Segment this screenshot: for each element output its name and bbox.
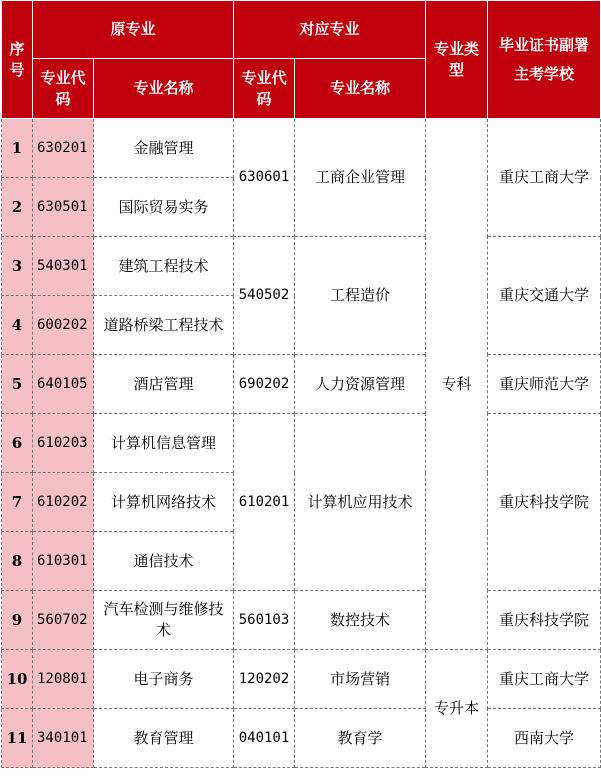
row-original-code: 600202 [33,296,94,355]
school: 重庆交通大学 [488,237,601,355]
row-seq: 1 [2,119,33,178]
target-code: 560103 [234,591,295,650]
target-code: 120202 [234,650,295,709]
target-name: 市场营销 [295,650,426,709]
row-original-name: 金融管理 [94,119,234,178]
target-code: 540502 [234,237,295,355]
row-original-name: 建筑工程技术 [94,237,234,296]
target-code: 630601 [234,119,295,237]
row-original-code: 610202 [33,473,94,532]
target-code: 040101 [234,709,295,768]
row-seq: 5 [2,355,33,414]
header-seq: 序号 [2,1,33,119]
row-original-name: 汽车检测与维修技术 [94,591,234,650]
header-original-code: 专业代码 [33,59,94,119]
row-original-code: 610203 [33,414,94,473]
row-original-name: 计算机信息管理 [94,414,234,473]
header-original-name: 专业名称 [94,59,234,119]
row-seq: 4 [2,296,33,355]
table-row [2,414,601,473]
school: 重庆师范大学 [488,355,601,414]
table-row [2,650,601,709]
row-original-code: 560702 [33,591,94,650]
row-original-name: 国际贸易实务 [94,178,234,237]
major-type: 专科 [426,119,488,650]
major-type: 专升本 [426,650,488,768]
row-seq: 3 [2,237,33,296]
school: 重庆科技学院 [488,591,601,650]
table-row [2,237,601,296]
row-seq: 10 [2,650,33,709]
header-school-line2: 主考学校 [514,64,575,83]
header-target-major: 对应专业 [234,1,426,59]
target-name: 人力资源管理 [295,355,426,414]
row-original-name: 通信技术 [94,532,234,591]
target-code: 690202 [234,355,295,414]
row-seq: 11 [2,709,33,768]
row-original-name: 酒店管理 [94,355,234,414]
row-original-code: 640105 [33,355,94,414]
target-name: 数控技术 [295,591,426,650]
header-target-code: 专业代码 [234,59,295,119]
table-row [2,709,601,768]
row-original-code: 540301 [33,237,94,296]
row-original-code: 630201 [33,119,94,178]
row-original-code: 630501 [33,178,94,237]
row-original-code: 120801 [33,650,94,709]
row-original-name: 电子商务 [94,650,234,709]
table-row [2,355,601,414]
school: 重庆工商大学 [488,119,601,237]
row-original-name: 教育管理 [94,709,234,768]
target-name: 计算机应用技术 [295,414,426,591]
row-seq: 6 [2,414,33,473]
target-name: 教育学 [295,709,426,768]
table-row [2,591,601,650]
row-original-name: 道路桥梁工程技术 [94,296,234,355]
school: 重庆工商大学 [488,650,601,709]
header-school [488,1,601,119]
row-seq: 7 [2,473,33,532]
header-school-line1: 毕业证书副署 [499,35,590,54]
header-target-name: 专业名称 [295,59,426,119]
table-row [2,119,601,178]
target-code: 610201 [234,414,295,591]
header-major-type: 专业类型 [426,1,488,119]
school: 西南大学 [488,709,601,768]
school: 重庆科技学院 [488,414,601,591]
row-seq: 8 [2,532,33,591]
row-original-code: 340101 [33,709,94,768]
row-seq: 9 [2,591,33,650]
major-mapping-table [1,0,601,768]
row-seq: 2 [2,178,33,237]
target-name: 工程造价 [295,237,426,355]
header-original-major: 原专业 [33,1,234,59]
target-name: 工商企业管理 [295,119,426,237]
row-original-code: 610301 [33,532,94,591]
row-original-name: 计算机网络技术 [94,473,234,532]
